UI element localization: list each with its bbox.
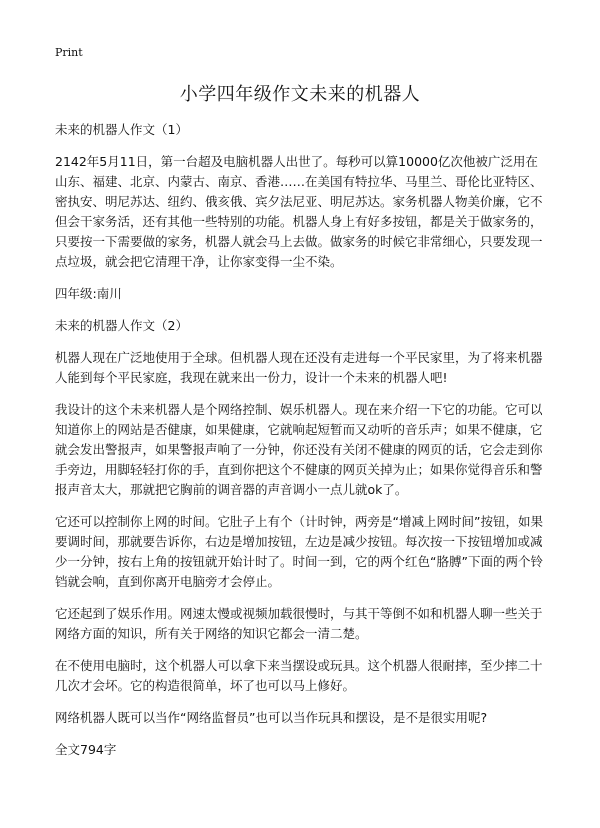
print-link[interactable]: Print	[55, 46, 83, 59]
author-line: 四年级:南川	[55, 286, 122, 301]
paragraph: 网络机器人既可以当作“网络监督员”也可以当作玩具和摆设，是不是很实用呢?	[55, 710, 488, 725]
article-body	[55, 120, 549, 772]
paragraph: 它还可以控制你上网的时间。它肚子上有个（计时钟，两旁是“增减上网时间”按钮，如果要调时间，那就要告诉你，右边是增加按钮，左边是减少按钮。每次按一下按钮增加或减少一分钟，按右上角的按钮就开始计时了。时间一到，它的两个红色“胳膊”下面的两个铃铛就会响，直到你离开电脑旁才会停止。	[55, 514, 543, 589]
section-heading-2: 未来的机器人作文（2）	[55, 318, 188, 333]
page-title: 小学四年级作文未来的机器人	[179, 84, 421, 105]
word-count: 全文794字	[55, 742, 117, 757]
paragraph: 机器人现在广泛地使用于全球。但机器人现在还没有走进每一个平民家里，为了将来机器人能到每个平民家庭，我现在就来出一份力，设计一个未来的机器人吧!	[55, 350, 543, 385]
paragraph: 在不使用电脑时，这个机器人可以拿下来当摆设或玩具。这个机器人很耐摔，至少摔二十几次才会坏。它的构造很简单，坏了也可以马上修好。	[55, 658, 543, 693]
paragraph: 2142年5月11日，第一台超及电脑机器人出世了。每秒可以算10000亿次他被广泛用在山东、福建、北京、内蒙古、南京、香港……在美国有特拉华、马里兰、哥伦比亚特区、密执安、明尼苏达、纽约、俄亥俄、宾夕法尼亚、明尼苏达。家务机器人物美价廉，它不但会干家务活，还有其他一些特别的功能。机器人身上有好多按钮，都是关于做家务的，只要按一下需要做的家务，机器人就会马上去做。做家务的时候它非常细心，只要发现一点垃圾，就会把它清理干净，让你家变得一尘不染。	[55, 154, 543, 269]
paragraph: 它还起到了娱乐作用。网速太慢或视频加载很慢时，与其干等倒不如和机器人聊一些关于网络方面的知识，所有关于网络的知识它都会一清二楚。	[55, 606, 543, 641]
paragraph: 我设计的这个未来机器人是个网络控制、娱乐机器人。现在来介绍一下它的功能。它可以知道你上的网站是否健康，如果健康，它就响起短暂而又动听的音乐声；如果不健康，它就会发出警报声，如果警报声响了一分钟，你还没有关闭不健康的网页的话，它会走到你手旁边，用脚轻轻打你的手，直到你把这个不健康的网页关掉为止；如果你觉得音乐和警报声音太大，那就把它胸前的调音器的声音调小一点儿就ok了。	[55, 402, 543, 497]
section-heading-1: 未来的机器人作文（1）	[55, 122, 188, 137]
